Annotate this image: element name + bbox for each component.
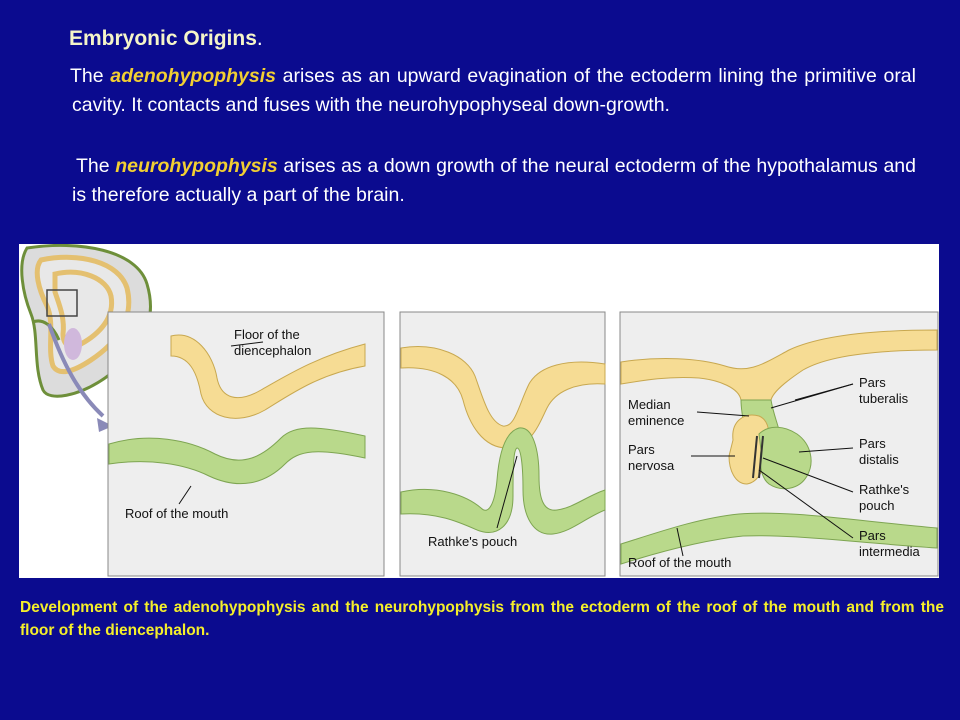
label-median-line1: Median: [628, 397, 671, 412]
figure-illustration: [19, 244, 939, 578]
label-floor-line1: Floor of the: [234, 327, 300, 342]
paragraph1-lead: The: [70, 65, 111, 87]
paragraph1-rest: arises as an upward evagination of the ectoderm lining the primitive oral cavity. It contacts and fuses with the neurohypophyseal down-growth.: [72, 65, 916, 116]
paragraph-adenohypophysis: [72, 62, 916, 120]
label-rathke3-line2: pouch: [859, 498, 895, 513]
label-rathke3-line1: Rathke's: [859, 482, 910, 497]
label-distalis-line1: Pars: [859, 436, 886, 451]
label-rathkes-pouch-2: Rathke's pouch: [428, 534, 518, 549]
panel-stage-2: [400, 312, 605, 576]
label-tuberalis-line2: tuberalis: [859, 391, 909, 406]
paragraph2-rest: arises as a down growth of the neural ectoderm of the hypothalamus and is therefore actually a part of the brain.: [72, 155, 916, 206]
embryology-figure: [19, 244, 939, 578]
panel-stage-1: [108, 312, 384, 576]
term-neurohypophysis: neurohypophysis: [115, 155, 278, 177]
label-intermedia-line2: intermedia: [859, 544, 920, 559]
paragraph-neurohypophysis: [72, 152, 916, 210]
slide-heading: [69, 27, 263, 51]
heading-title: Embryonic Origins: [69, 27, 257, 50]
label-median-line2: eminence: [628, 413, 685, 428]
label-nervosa-line1: Pars: [628, 442, 655, 457]
label-roof-of-mouth-3: Roof of the mouth: [628, 555, 732, 570]
paragraph2-lead: The: [76, 155, 116, 177]
label-floor-line2: diencephalon: [234, 343, 312, 358]
heading-period: .: [256, 27, 263, 50]
term-adenohypophysis: adenohypophysis: [110, 65, 277, 87]
figure-caption: Development of the adenohypophysis and the neurohypophysis from the ectoderm of the roof of the mouth and from the floor of the diencephalon.: [20, 599, 944, 639]
label-intermedia-line1: Pars: [859, 528, 886, 543]
label-tuberalis-line1: Pars: [859, 375, 886, 390]
label-nervosa-line2: nervosa: [628, 458, 675, 473]
panel-stage-3: [620, 312, 938, 576]
label-roof-of-mouth-1: Roof of the mouth: [125, 506, 229, 521]
label-distalis-line2: distalis: [859, 452, 899, 467]
